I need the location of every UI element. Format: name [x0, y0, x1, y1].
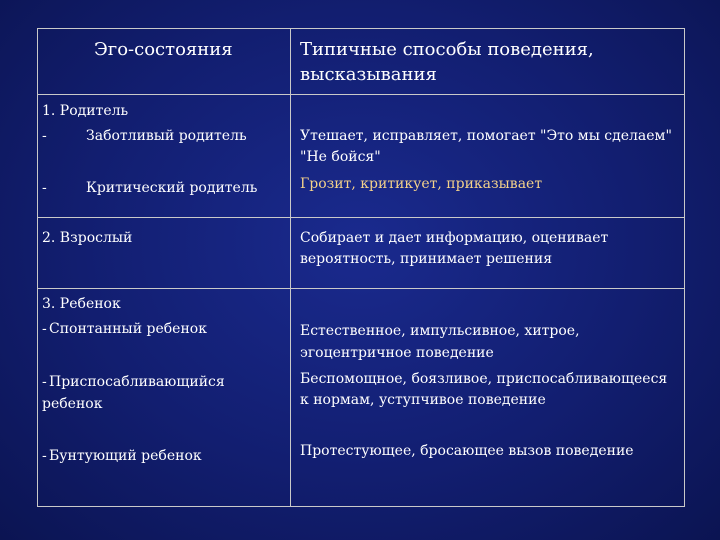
- child-title: 3. Ребенок: [42, 296, 121, 312]
- caring-parent-dash: -: [42, 128, 47, 144]
- rebellious-child-desc: Протестующее, бросающее вызов поведение: [300, 443, 634, 459]
- caring-parent-label: Заботливый родитель: [86, 128, 247, 144]
- caring-parent-desc-line2: "Не бойся": [300, 149, 381, 165]
- adaptive-child-dash: -: [42, 374, 47, 390]
- row-divider-parent: [37, 217, 685, 218]
- adult-desc-line2: вероятность, принимает решения: [300, 251, 553, 267]
- critical-parent-dash: -: [42, 180, 47, 196]
- adult-desc-line1: Собирает и дает информацию, оценивает: [300, 230, 609, 246]
- adaptive-child-label-line1: Приспосабливающийся: [49, 374, 225, 390]
- row-divider-adult: [37, 288, 685, 289]
- spontaneous-child-desc-line1: Естественное, импульсивное, хитрое,: [300, 323, 580, 339]
- header-behavior-line2: высказывания: [300, 64, 437, 85]
- caring-parent-desc-line1: Утешает, исправляет, помогает "Это мы сделаем": [300, 128, 672, 144]
- adult-title: 2. Взрослый: [42, 230, 133, 246]
- spontaneous-child-dash: -: [42, 321, 47, 337]
- spontaneous-child-desc-line2: эгоцентричное поведение: [300, 345, 494, 361]
- column-divider: [290, 28, 291, 507]
- spontaneous-child-label: Спонтанный ребенок: [49, 321, 207, 337]
- critical-parent-label: Критический родитель: [86, 180, 258, 196]
- adaptive-child-desc-line2: к нормам, уступчивое поведение: [300, 392, 546, 408]
- header-behavior-line1: Типичные способы поведения,: [300, 39, 594, 60]
- header-ego-states: Эго-состояния: [94, 39, 233, 60]
- critical-parent-desc: Грозит, критикует, приказывает: [300, 176, 543, 192]
- parent-title: 1. Родитель: [42, 103, 129, 119]
- rebellious-child-dash: -: [42, 448, 47, 464]
- row-divider-header: [37, 94, 685, 95]
- adaptive-child-label-line2: ребенок: [42, 396, 103, 412]
- rebellious-child-label: Бунтующий ребенок: [49, 448, 202, 464]
- adaptive-child-desc-line1: Беспомощное, боязливое, приспосабливающееся: [300, 371, 668, 387]
